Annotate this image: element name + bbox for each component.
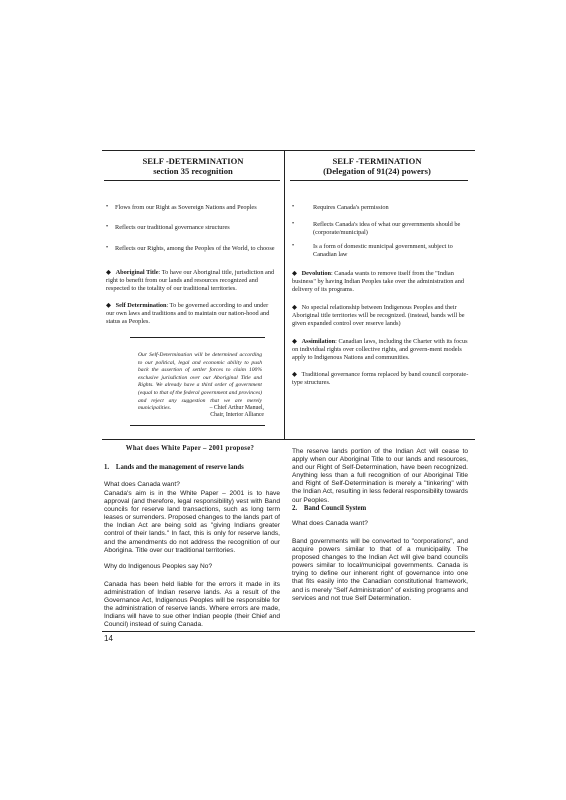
section-1-heading	[104, 463, 284, 472]
diamond-icon: ◆	[292, 304, 297, 311]
section-number: 2.	[292, 505, 298, 512]
left-bullet-item: Flows from our Right as Sovereign Nations and Peoples	[115, 204, 257, 211]
lower-right-paragraph-0: The reserve lands portion of the Indian Act will cease to apply when our Aboriginal Title to our lands and resources, and our Right of Self-Determination, have been recognized. Anything less than a full recognition of our Aboriginal Title and Right of Self-Determination is merely a "tinkering" with the Indian Act, resulting in less federal responsibility towards our Peoples.	[292, 448, 468, 504]
diamond-icon: ◆	[106, 269, 111, 276]
bullet-icon: •	[292, 221, 295, 227]
column-divider	[284, 150, 285, 439]
quote-signature	[150, 405, 264, 420]
quote-author: – Chief Arthur Manuel,	[209, 405, 264, 411]
point-text: Traditional governance forms replaced by band council corporate-type structures.	[292, 371, 469, 386]
bullet-icon: •	[106, 224, 109, 230]
bullet-icon: •	[106, 245, 109, 251]
left-header-rule	[104, 180, 280, 181]
quote-rule-top	[130, 337, 265, 338]
bullet-icon: •	[292, 243, 295, 249]
point-text: : Canada wants to remove itself from the "Indian business" by having Indian Peoples take over the administration and delivery of its programs.	[292, 270, 465, 293]
quote-text: Our Self-Determination will be determined according to our political, legal and economic ability to push back the assertion of settler forces to claim 100% exclusive jurisdiction over our Aboriginal Title and Rights. We already have a third order of government (equal to that of the federal government and provinces) and reject any suggestion that we are merely municipalities.	[138, 352, 262, 412]
bullet-icon: •	[106, 204, 109, 210]
point-text: : To be governed according to and under our own laws and traditions and to maintain our nation-hood and status as Peoples.	[106, 302, 270, 325]
quote-rule-bottom	[130, 425, 265, 426]
page-number: 14	[104, 634, 113, 643]
lower-right-paragraph-1: Band governments will be converted to "corporations", and acquire powers similar to that of a municipality. The proposed changes to the Indian Act will give band councils powers similar to local/municipal governments. Canada is trying to define our inherent right of governance into one that fits easily into the Canadian constitutional framework, and is merely "Self Administration" of existing programs and services and not true Self Determination.	[292, 538, 468, 602]
point-label: Assimilation	[301, 338, 336, 345]
left-header	[104, 156, 282, 176]
bottom-rule	[102, 631, 475, 632]
diamond-icon: ◆	[292, 338, 297, 345]
right-header-subtitle: (Delegation of 91(24) powers)	[323, 166, 431, 176]
diamond-icon: ◆	[292, 371, 297, 378]
right-header-title: SELF -TERMINATION	[332, 156, 422, 166]
lower-right-question-1: What does Canada want?	[292, 520, 368, 527]
right-header	[288, 156, 466, 176]
left-bullet-item: Reflects our Rights, among the Peoples of the World, to choose	[115, 245, 275, 252]
left-point-aboriginal-title	[106, 269, 278, 293]
point-text: No special relationship between Indigenous Peoples and their Aboriginal title territories will be recognized. (instead, bands will be given expanded control over reserve lands)	[292, 304, 465, 327]
point-label: Aboriginal Title	[115, 269, 159, 276]
point-label: Devolution	[301, 270, 331, 277]
point-text: : To have our Aboriginal title, jurisdiction and right to benefit from our lands and resources recognized and respected to the totality of our traditional territories.	[106, 269, 275, 292]
section-title: Lands and the management of reserve lands	[115, 464, 244, 471]
lower-left-question-2: Why do Indigenous Peoples say No?	[104, 563, 213, 570]
right-point-traditional-governance	[292, 371, 470, 387]
right-point-assimilation	[292, 338, 470, 362]
bullet-icon: •	[292, 204, 295, 210]
right-point-devolution	[292, 270, 470, 294]
left-header-subtitle: section 35 recognition	[153, 166, 233, 176]
section-2-heading	[292, 504, 468, 513]
right-bullet-item: Requires Canada's permission	[313, 204, 389, 211]
quote-affiliation: Chair, Interior Alliance	[210, 412, 264, 419]
section-number: 1.	[104, 464, 110, 471]
left-bullet-item: Reflects our traditional governance structures	[115, 224, 230, 231]
diamond-icon: ◆	[292, 270, 297, 277]
lower-left-paragraph-1: Canada's aim is in the White Paper – 2001 is to have approval (and therefore, legal responsibility) vest with Band councils for reserve land transactions, such as long term leases or surrenders. Proposed changes to the lands part of the Indian Act are being sold as "giving Indians greater control of their lands." In fact, this is only for reserve lands, and the amendments do not address the recognition of our Aborigina. Title over our traditional territories.	[104, 490, 280, 554]
point-label: Self Determination	[115, 302, 167, 309]
lower-left-question-1: What does Canada want?	[104, 481, 180, 488]
middle-rule	[102, 439, 475, 440]
diamond-icon: ◆	[106, 302, 111, 309]
left-point-self-determination	[106, 302, 278, 326]
top-rule	[102, 150, 475, 151]
right-point-special-relationship	[292, 304, 470, 328]
right-bullet-item: Reflects Canada's idea of what our governments should be (corporate/municipal)	[313, 221, 461, 236]
lower-left-paragraph-2: Canada has been held liable for the errors it made in its administration of Indian reserve lands. As a result of the Governance Act, Indigenous Peoples will be responsible for the administration of reserve lands. Where errors are made, Indians will have to sue other Indian people (their Chief and Council) instead of suing Canada.	[104, 581, 280, 629]
right-header-rule	[290, 180, 468, 181]
white-paper-heading: What does White Paper – 2001 propose?	[125, 445, 255, 452]
point-text: : Canadian laws, including the Charter with its focus on individual rights over collective rights, and govern-ment models apply to Indigenous Nations and communities.	[292, 338, 468, 361]
section-title: Band Council System	[303, 505, 367, 512]
right-bullet-item: Is a form of domestic municipal government, subject to Canadian law	[313, 243, 453, 258]
left-header-title: SELF -DETERMINATION	[142, 156, 244, 166]
